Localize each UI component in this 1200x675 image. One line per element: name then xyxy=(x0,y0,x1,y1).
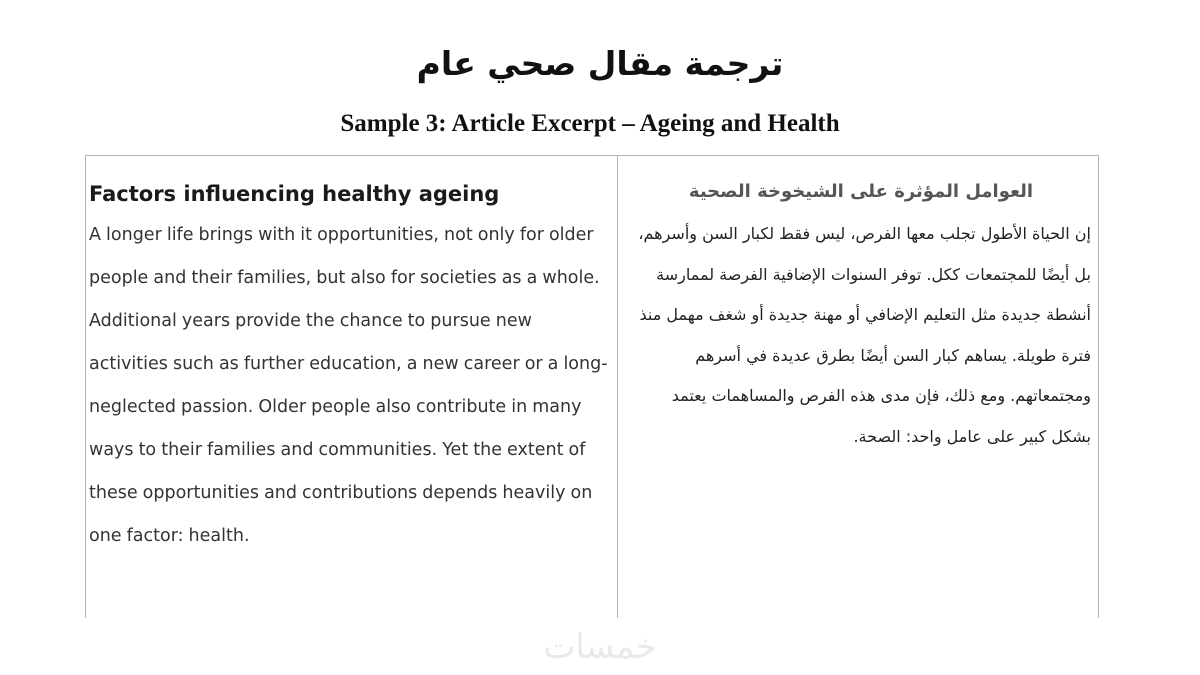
page-subtitle: Sample 3: Article Excerpt – Ageing and Health xyxy=(340,110,840,137)
column-divider xyxy=(617,156,618,618)
arabic-cell xyxy=(631,176,1091,457)
english-heading: Factors influencing healthy ageing xyxy=(89,182,500,206)
arabic-heading: العوامل المؤثرة على الشيخوخة الصحية xyxy=(688,181,1034,202)
arabic-body: إن الحياة الأطول تجلب معها الفرص، ليس فقط لكبار السن وأسرهم، بل أيضًا للمجتمعات ككل. توفر السنوات الإضافية الفرصة لممارسة أنشطة جديدة مثل التعليم الإضافي أو مهنة جديدة أو شغف مهمل منذ فترة طويلة. يساهم كبار السن أيضًا بطرق عديدة في أسرهم ومجتمعاتهم. ومع ذلك، فإن مدى هذه الفرص والمساهمات يعتمد بشكل كبير على عامل واحد: الصحة. xyxy=(638,224,1091,446)
english-cell xyxy=(89,178,614,558)
english-body: A longer life brings with it opportunities, not only for older people and their families, but also for societies as a whole. Additional years provide the chance to pursue new activities such as further education, a new career or a long-neglected passion. Older people also contribute in many ways to their families and communities. Yet the extent of these opportunities and contributions depends heavily on one factor: health. xyxy=(89,225,608,546)
translation-table xyxy=(85,155,1099,618)
watermark-logo: خمسات xyxy=(543,627,657,667)
page-title: ترجمة مقال صحي عام xyxy=(416,44,784,83)
